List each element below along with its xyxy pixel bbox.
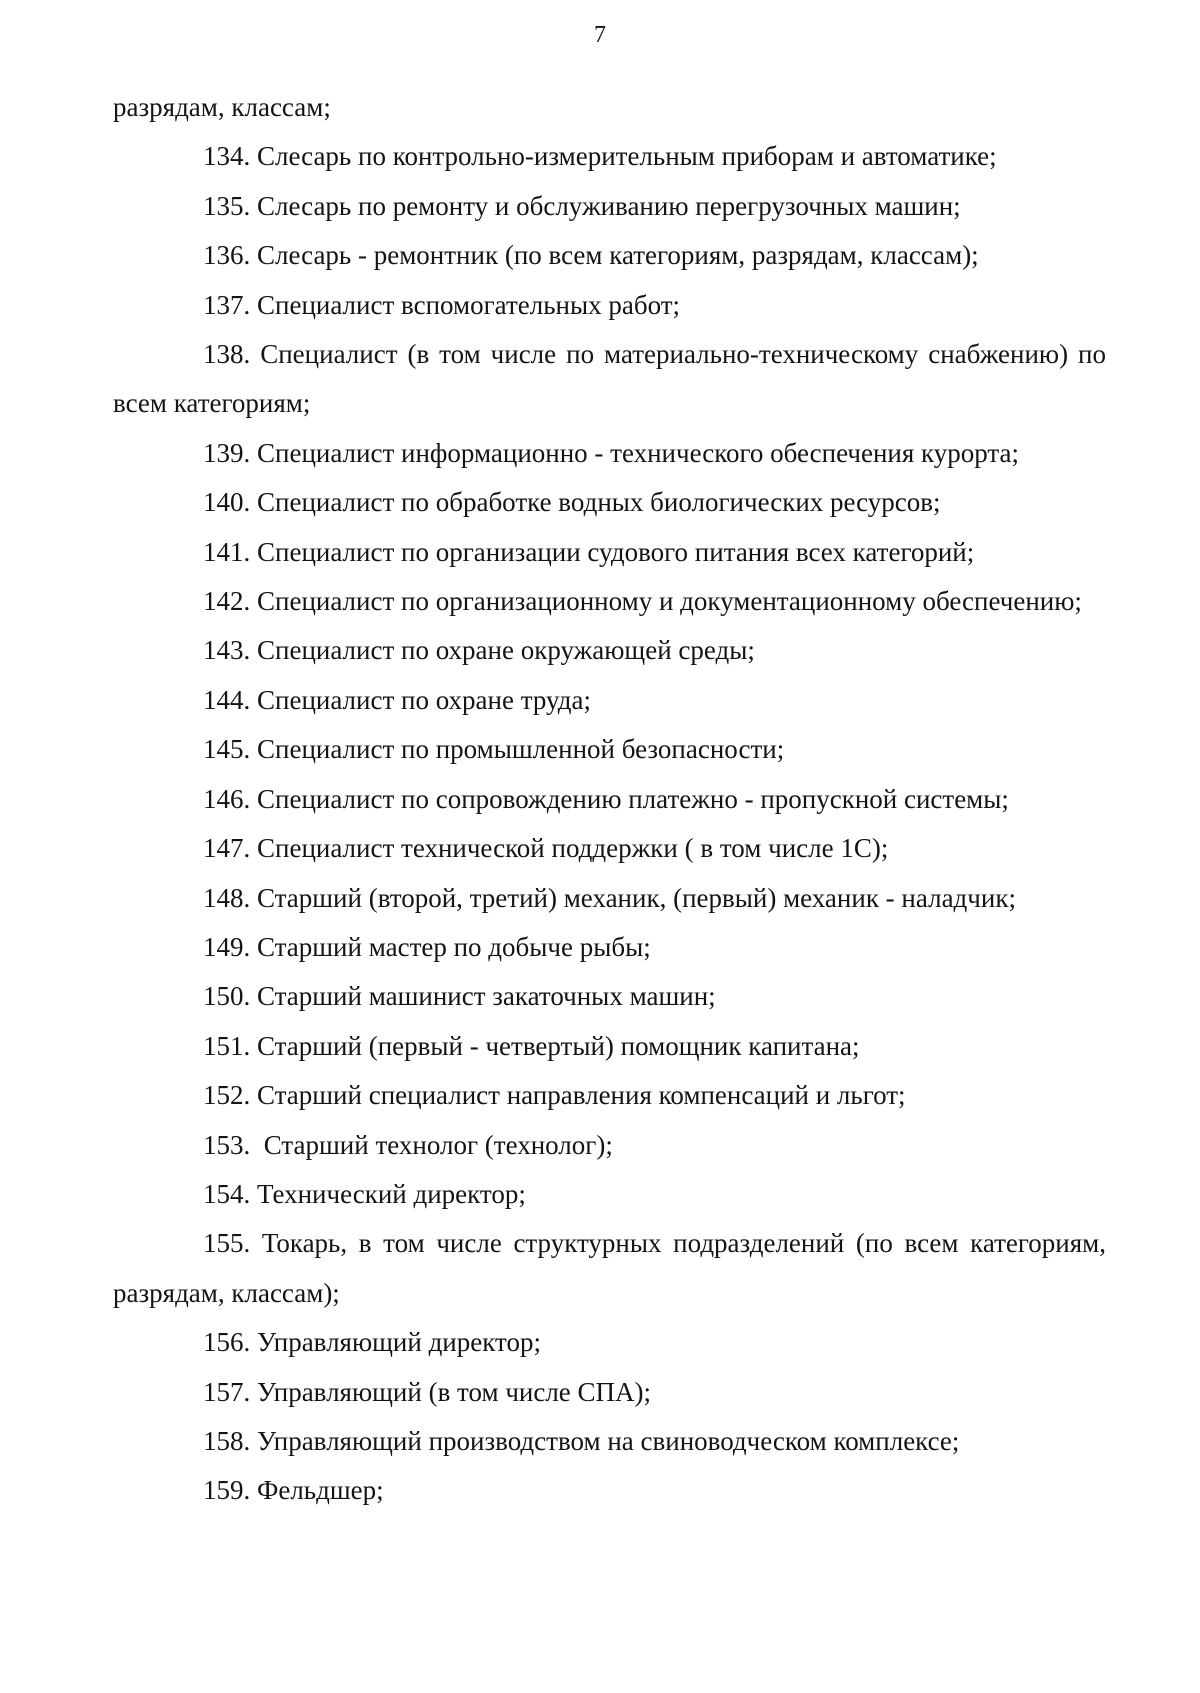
list-item: 151. Старший (первый - четвертый) помощник капитана;: [203, 1030, 860, 1061]
list-item: 135. Слесарь по ремонту и обслуживанию перегрузочных машин;: [203, 190, 961, 221]
list-item: 140. Специалист по обработке водных биологических ресурсов;: [203, 487, 941, 518]
list-item: 149. Старший мастер по добыче рыбы;: [203, 931, 651, 962]
list-item: 143. Специалист по охране окружающей среды;: [203, 635, 755, 666]
list-item: 158. Управляющий производством на свиноводческом комплексе;: [203, 1425, 960, 1456]
list-item: 148. Старший (второй, третий) механик, (первый) механик - наладчик;: [203, 882, 1016, 913]
list-item: 145. Специалист по промышленной безопасности;: [203, 734, 785, 765]
list-item: 150. Старший машинист закаточных машин;: [203, 981, 716, 1012]
list-item: 156. Управляющий директор;: [203, 1327, 541, 1358]
list-item: 146. Специалист по сопровождению платежно - пропускной системы;: [203, 783, 1009, 814]
list-item: 138. Специалист (в том числе по материально-техническому снабжению) по всем категориям;: [113, 339, 1106, 419]
list-item: 157. Управляющий (в том числе СПА);: [203, 1376, 652, 1407]
document-body: [113, 83, 1106, 1516]
list-item: 147. Специалист технической поддержки ( в том числе 1С);: [203, 833, 889, 864]
list-item: 139. Специалист информационно - технического обеспечения курорта;: [203, 437, 1020, 468]
list-item: 137. Специалист вспомогательных работ;: [203, 289, 681, 320]
list-item-continuation: разрядам, классам;: [113, 92, 331, 122]
list-item: 134. Слесарь по контрольно-измерительным приборам и автоматике;: [203, 141, 997, 172]
list-item: 152. Старший специалист направления компенсаций и льгот;: [203, 1080, 906, 1111]
list-item: 141. Специалист по организации судового питания всех категорий;: [203, 536, 975, 567]
list-item: 159. Фельдшер;: [203, 1475, 384, 1506]
list-item: 154. Технический директор;: [203, 1178, 526, 1209]
list-item: 155. Токарь, в том числе структурных подразделений (по всем категориям, разрядам, классам);: [113, 1228, 1106, 1308]
page-number: 7: [594, 22, 606, 48]
list-item: 142. Специалист по организационному и документационному обеспечению;: [203, 586, 1082, 617]
list-item: 144. Специалист по охране труда;: [203, 684, 592, 715]
list-item: 136. Слесарь - ремонтник (по всем категориям, разрядам, классам);: [203, 240, 979, 271]
list-item: 153. Старший технолог (технолог);: [203, 1129, 613, 1160]
